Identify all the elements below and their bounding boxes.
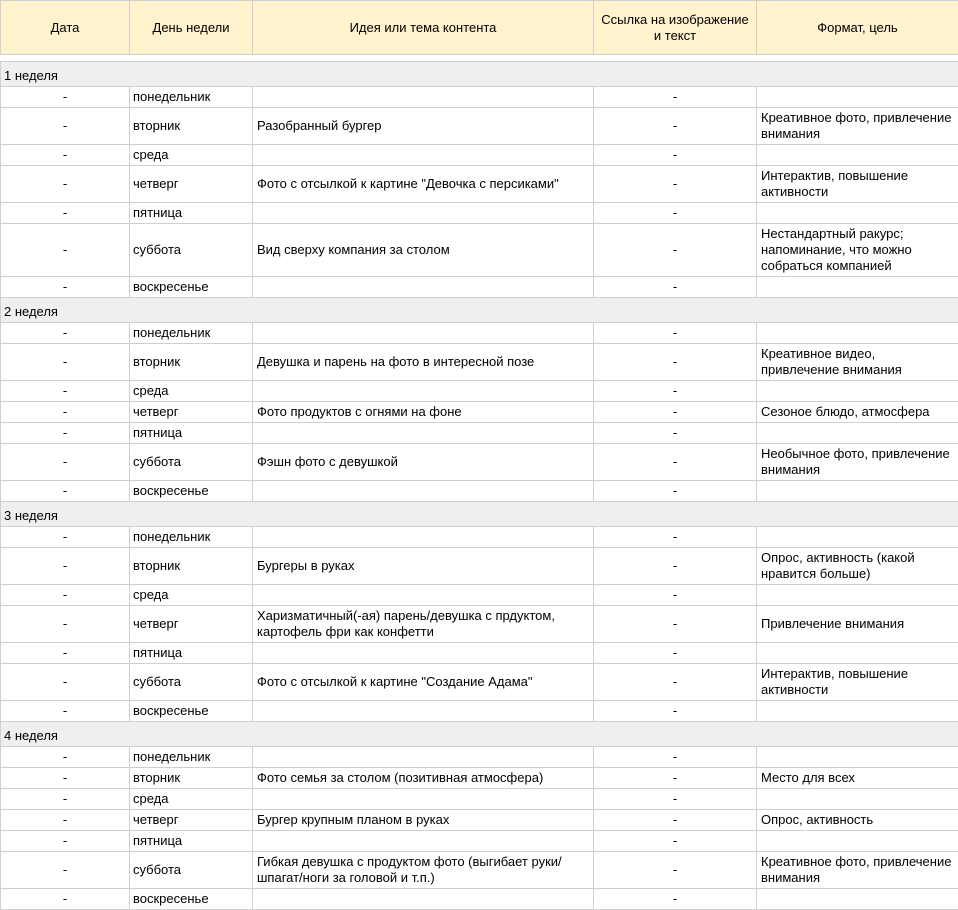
table-row (1, 423, 958, 444)
cell-weekday[interactable]: пятница (130, 423, 253, 444)
cell-weekday[interactable]: четверг (130, 402, 253, 423)
cell-format[interactable]: Креативное фото, привлечение внимания (757, 852, 958, 889)
cell-format[interactable] (757, 789, 958, 810)
cell-weekday[interactable]: понедельник (130, 747, 253, 768)
cell-link[interactable]: - (594, 108, 757, 145)
table-row (1, 831, 958, 852)
cell-link[interactable]: - (594, 423, 757, 444)
table-row (1, 852, 958, 889)
cell-link[interactable]: - (594, 548, 757, 585)
week-header-row (1, 502, 958, 527)
cell-format[interactable]: Место для всех (757, 768, 958, 789)
header-date[interactable]: Дата (1, 1, 130, 55)
cell-link[interactable]: - (594, 203, 757, 224)
cell-link[interactable]: - (594, 277, 757, 298)
cell-idea[interactable]: Девушка и парень на фото в интересной позе (253, 344, 594, 381)
cell-weekday[interactable]: четверг (130, 606, 253, 643)
cell-idea[interactable] (253, 527, 594, 548)
cell-date[interactable]: - (1, 323, 130, 344)
table-row (1, 344, 958, 381)
cell-date[interactable]: - (1, 643, 130, 664)
cell-format[interactable] (757, 527, 958, 548)
cell-idea[interactable] (253, 747, 594, 768)
cell-date[interactable]: - (1, 664, 130, 701)
spacer-row (1, 55, 958, 62)
cell-idea[interactable] (253, 323, 594, 344)
cell-date[interactable]: - (1, 166, 130, 203)
table-row (1, 789, 958, 810)
cell-idea[interactable]: Фото семья за столом (позитивная атмосфера) (253, 768, 594, 789)
table-row (1, 203, 958, 224)
cell-date[interactable]: - (1, 768, 130, 789)
cell-link[interactable]: - (594, 768, 757, 789)
cell-format[interactable] (757, 701, 958, 722)
table-row (1, 643, 958, 664)
header-link[interactable]: Ссылка на изображение и текст (594, 1, 757, 55)
table-row (1, 585, 958, 606)
cell-idea[interactable] (253, 789, 594, 810)
cell-format[interactable]: Сезоное блюдо, атмосфера (757, 402, 958, 423)
cell-date[interactable]: - (1, 701, 130, 722)
cell-idea[interactable]: Фото с отсылкой к картине "Создание Адама" (253, 664, 594, 701)
cell-format[interactable] (757, 203, 958, 224)
header-format[interactable]: Формат, цель (757, 1, 958, 55)
cell-link[interactable]: - (594, 381, 757, 402)
cell-weekday[interactable]: вторник (130, 768, 253, 789)
cell-link[interactable]: - (594, 747, 757, 768)
cell-link[interactable]: - (594, 889, 757, 910)
cell-format[interactable] (757, 87, 958, 108)
cell-idea[interactable]: Фото продуктов с огнями на фоне (253, 402, 594, 423)
cell-link[interactable]: - (594, 643, 757, 664)
table-row (1, 166, 958, 203)
cell-format[interactable]: Опрос, активность (757, 810, 958, 831)
cell-idea[interactable] (253, 701, 594, 722)
table-row (1, 381, 958, 402)
table-row (1, 481, 958, 502)
cell-link[interactable]: - (594, 585, 757, 606)
cell-link[interactable]: - (594, 664, 757, 701)
cell-link[interactable]: - (594, 87, 757, 108)
cell-date[interactable]: - (1, 203, 130, 224)
cell-idea[interactable] (253, 643, 594, 664)
cell-link[interactable]: - (594, 166, 757, 203)
cell-weekday[interactable]: понедельник (130, 87, 253, 108)
table-row (1, 768, 958, 789)
cell-weekday[interactable]: воскресенье (130, 481, 253, 502)
cell-format[interactable]: Интерактив, повышение активности (757, 166, 958, 203)
cell-link[interactable]: - (594, 810, 757, 831)
cell-weekday[interactable]: суббота (130, 664, 253, 701)
table-row (1, 323, 958, 344)
table-row (1, 664, 958, 701)
cell-date[interactable]: - (1, 852, 130, 889)
cell-idea[interactable] (253, 585, 594, 606)
table-row (1, 606, 958, 643)
cell-idea[interactable] (253, 423, 594, 444)
header-row (1, 1, 958, 55)
cell-date[interactable]: - (1, 402, 130, 423)
cell-weekday[interactable]: понедельник (130, 323, 253, 344)
cell-link[interactable]: - (594, 402, 757, 423)
cell-weekday[interactable]: пятница (130, 643, 253, 664)
cell-format[interactable]: Нестандартный ракурс; напоминание, что можно собраться компанией (757, 224, 958, 277)
cell-idea[interactable]: Бургер крупным планом в руках (253, 810, 594, 831)
cell-link[interactable]: - (594, 224, 757, 277)
cell-date[interactable]: - (1, 527, 130, 548)
table-row (1, 889, 958, 910)
cell-format[interactable] (757, 277, 958, 298)
table-row (1, 747, 958, 768)
cell-weekday[interactable]: суббота (130, 444, 253, 481)
cell-date[interactable]: - (1, 810, 130, 831)
cell-format[interactable] (757, 381, 958, 402)
cell-link[interactable]: - (594, 323, 757, 344)
cell-idea[interactable] (253, 203, 594, 224)
cell-weekday[interactable]: пятница (130, 831, 253, 852)
cell-date[interactable]: - (1, 606, 130, 643)
week-label[interactable]: 1 неделя (1, 62, 958, 87)
cell-format[interactable] (757, 747, 958, 768)
cell-format[interactable] (757, 889, 958, 910)
cell-idea[interactable]: Бургеры в руках (253, 548, 594, 585)
cell-weekday[interactable]: четверг (130, 810, 253, 831)
cell-idea[interactable] (253, 481, 594, 502)
table-row (1, 810, 958, 831)
week-header-row (1, 62, 958, 87)
cell-idea[interactable] (253, 831, 594, 852)
week-header-row (1, 722, 958, 747)
cell-weekday[interactable]: воскресенье (130, 277, 253, 298)
cell-idea[interactable] (253, 889, 594, 910)
cell-format[interactable]: Креативное видео, привлечение внимания (757, 344, 958, 381)
cell-weekday[interactable]: среда (130, 789, 253, 810)
cell-idea[interactable]: Вид сверху компания за столом (253, 224, 594, 277)
cell-link[interactable]: - (594, 789, 757, 810)
cell-date[interactable]: - (1, 108, 130, 145)
cell-link[interactable]: - (594, 527, 757, 548)
header-idea[interactable]: Идея или тема контента (253, 1, 594, 55)
cell-format[interactable]: Необычное фото, привлечение внимания (757, 444, 958, 481)
cell-format[interactable] (757, 323, 958, 344)
cell-format[interactable] (757, 831, 958, 852)
cell-date[interactable]: - (1, 423, 130, 444)
cell-date[interactable]: - (1, 444, 130, 481)
cell-link[interactable]: - (594, 145, 757, 166)
week-label[interactable]: 4 неделя (1, 722, 958, 747)
cell-weekday[interactable]: вторник (130, 344, 253, 381)
cell-weekday[interactable]: пятница (130, 203, 253, 224)
header-weekday[interactable]: День недели (130, 1, 253, 55)
cell-date[interactable]: - (1, 889, 130, 910)
table-row (1, 277, 958, 298)
table-row (1, 701, 958, 722)
cell-idea[interactable]: Харизматичный(-ая) парень/девушка с прдуктом, картофель фри как конфетти (253, 606, 594, 643)
cell-weekday[interactable]: вторник (130, 548, 253, 585)
week-label[interactable]: 2 неделя (1, 298, 958, 323)
cell-idea[interactable] (253, 381, 594, 402)
cell-idea[interactable] (253, 145, 594, 166)
table-row (1, 108, 958, 145)
cell-idea[interactable]: Фото с отсылкой к картине "Девочка с персиками" (253, 166, 594, 203)
cell-weekday[interactable]: среда (130, 381, 253, 402)
cell-date[interactable]: - (1, 145, 130, 166)
table-row (1, 402, 958, 423)
cell-link[interactable]: - (594, 852, 757, 889)
table-body (1, 55, 958, 910)
cell-date[interactable]: - (1, 381, 130, 402)
cell-format[interactable] (757, 585, 958, 606)
cell-date[interactable]: - (1, 789, 130, 810)
cell-weekday[interactable]: суббота (130, 852, 253, 889)
cell-format[interactable]: Интерактив, повышение активности (757, 664, 958, 701)
cell-weekday[interactable]: четверг (130, 166, 253, 203)
cell-date[interactable]: - (1, 277, 130, 298)
cell-weekday[interactable]: воскресенье (130, 889, 253, 910)
table-row (1, 527, 958, 548)
table-row (1, 444, 958, 481)
table-row (1, 145, 958, 166)
cell-weekday[interactable]: среда (130, 585, 253, 606)
cell-date[interactable]: - (1, 548, 130, 585)
cell-link[interactable]: - (594, 344, 757, 381)
cell-format[interactable] (757, 145, 958, 166)
cell-link[interactable]: - (594, 444, 757, 481)
cell-weekday[interactable]: понедельник (130, 527, 253, 548)
cell-date[interactable]: - (1, 585, 130, 606)
cell-weekday[interactable]: вторник (130, 108, 253, 145)
cell-date[interactable]: - (1, 481, 130, 502)
cell-format[interactable]: Опрос, активность (какой нравится больше) (757, 548, 958, 585)
week-label[interactable]: 3 неделя (1, 502, 958, 527)
cell-link[interactable]: - (594, 701, 757, 722)
cell-date[interactable]: - (1, 831, 130, 852)
cell-format[interactable] (757, 481, 958, 502)
cell-idea[interactable]: Фэшн фото с девушкой (253, 444, 594, 481)
cell-idea[interactable]: Гибкая девушка с продуктом фото (выгибает руки/шпагат/ноги за головой и т.п.) (253, 852, 594, 889)
table-row (1, 224, 958, 277)
cell-weekday[interactable]: суббота (130, 224, 253, 277)
cell-idea[interactable] (253, 87, 594, 108)
table-row (1, 87, 958, 108)
cell-link[interactable]: - (594, 831, 757, 852)
week-header-row (1, 298, 958, 323)
cell-format[interactable]: Креативное фото, привлечение внимания (757, 108, 958, 145)
cell-idea[interactable] (253, 277, 594, 298)
cell-format[interactable] (757, 423, 958, 444)
cell-format[interactable]: Привлечение внимания (757, 606, 958, 643)
cell-weekday[interactable]: среда (130, 145, 253, 166)
cell-link[interactable]: - (594, 481, 757, 502)
cell-link[interactable]: - (594, 606, 757, 643)
table-row (1, 548, 958, 585)
cell-date[interactable]: - (1, 747, 130, 768)
spacer-cell (1, 55, 958, 62)
cell-weekday[interactable]: воскресенье (130, 701, 253, 722)
cell-date[interactable]: - (1, 87, 130, 108)
cell-date[interactable]: - (1, 224, 130, 277)
cell-format[interactable] (757, 643, 958, 664)
cell-idea[interactable]: Разобранный бургер (253, 108, 594, 145)
cell-date[interactable]: - (1, 344, 130, 381)
